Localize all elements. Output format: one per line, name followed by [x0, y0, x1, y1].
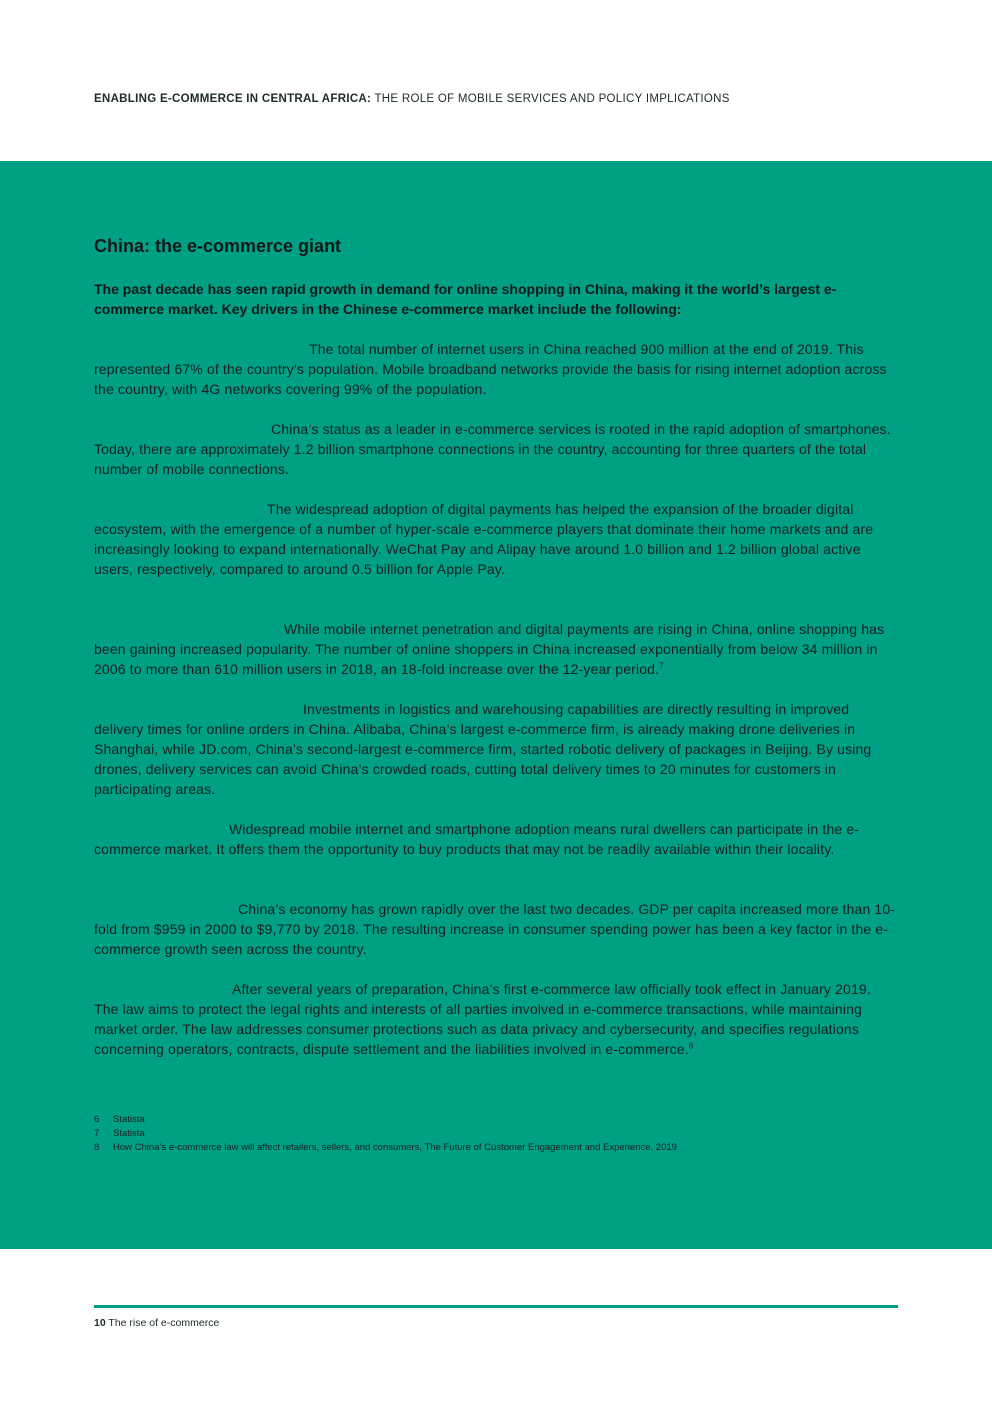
section-title: China: the e-commerce giant — [94, 236, 342, 256]
page-number: 10 — [94, 1317, 106, 1329]
paragraph-keyword: Rapid growth in internet users. — [94, 341, 305, 357]
footnote — [94, 1127, 898, 1141]
footnotes — [94, 1113, 898, 1155]
header-title-bold: ENABLING E-COMMERCE IN CENTRAL AFRICA: — [94, 93, 372, 105]
paragraph-text: China’s economy has grown rapidly over the last two decades. GDP per capita increased more than 10-fold from $959 in 2000 to $9,770 by 2018. The resulting increase in consumer spending power has been a key factor in the e-commerce growth seen across the country. — [94, 901, 896, 957]
paragraph-logistics — [94, 699, 898, 799]
paragraph-online-shoppers — [94, 599, 898, 679]
footer-rule — [94, 1305, 898, 1308]
paragraph-text: Investments in logistics and warehousing capabilities are directly resulting in improved delivery times for online orders in China. Alibaba, China’s largest e-commerce firm, is already making drone deliveries in Shanghai, while JD.com, China’s second-largest e-commerce firm, started robotic delivery of packages in Beijing. By using drones, delivery services can avoid China’s crowded roads, cutting total delivery times to 20 minutes for customers in participating areas. — [94, 701, 872, 797]
paragraph-digital-payments — [94, 499, 898, 579]
paragraph-keyword: Smartphone adoption. — [94, 421, 246, 437]
paragraph-keyword: Economic growth. — [94, 901, 218, 917]
footnote-text: Statista — [113, 1114, 145, 1125]
paragraph-keyword: Online shoppers are growing. — [94, 601, 233, 637]
footer-section-name: The rise of e-commerce — [105, 1317, 220, 1329]
paragraph-ecommerce-law — [94, 979, 898, 1059]
paragraph-text: China’s status as a leader in e-commerce services is rooted in the rapid adoption of smartphones. Today, there are approximately 1.2 billion smartphone connections in the country, accounting for three quarters of the total number of mobile connections. — [94, 421, 891, 477]
footnote — [94, 1141, 898, 1155]
footnote-ref: 7 — [659, 661, 664, 671]
footnote — [94, 1113, 898, 1127]
section-lead: The past decade has seen rapid growth in demand for online shopping in China, making it the world’s largest e-commerce market. Key drivers in the Chinese e-commerce market include the following: — [94, 281, 837, 317]
footnote-number: 7 — [94, 1128, 100, 1139]
paragraph-text: The widespread adoption of digital payments has helped the expansion of the broader digital ecosystem, with the emergence of a number of hyper-scale e-commerce players that dominate their home markets and are increasingly looking to expand internationally. WeChat Pay and Alipay have around 1.0 billion and 1.2 billion global active users, respectively, compared to around 0.5 billion for Apple Pay. — [94, 501, 874, 577]
footnote-ref: 8 — [688, 1041, 694, 1051]
paragraph-keyword: Rural inclusion. — [94, 821, 202, 837]
paragraph-text: After several years of preparation, China’s first e-commerce law officially took effect in January 2019. The law aims to protect the legal rights and interests of all parties involved in e-commerce transactions, while maintaining market order. The law addresses consumer protections such as data privacy and cybersecurity, and specifies regulations concerning operators, contracts, dispute settlement and the liabilities involved in e-commerce. — [94, 981, 871, 1057]
footnote-number: 8 — [94, 1142, 100, 1153]
header-title-rest: THE ROLE OF MOBILE SERVICES AND POLICY IMPLICATIONS — [371, 93, 730, 105]
page-footer — [94, 1317, 219, 1329]
paragraph-text: The total number of internet users in China reached 900 million at the end of 2019. This represented 67% of the country’s population. Mobile broadband networks provide the basis for rising internet adoption across the country, with 4G networks covering 99% of the population. — [94, 341, 887, 397]
paragraph-smartphones — [94, 419, 898, 479]
paragraph-text: While mobile internet penetration and digital payments are rising in China, online shopping has been gaining increased popularity. The number of online shoppers in China increased exponentially from below 34 million in 2006 to more than 610 million users in 2018, an 18-fold increase over the 12-year period. — [94, 621, 885, 677]
paragraph-internet-users — [94, 339, 898, 399]
footnote-text: Statista — [113, 1128, 145, 1139]
paragraph-text: Widespread mobile internet and smartphone adoption means rural dwellers can participate in the e-commerce market. It offers them the opportunity to buy products that may not be readily available within their locality. — [94, 821, 860, 857]
paragraph-keyword: Digital payments growth. — [94, 501, 265, 517]
paragraph-economic-growth — [94, 899, 898, 959]
paragraph-keyword: Logistics and warehousing. — [94, 701, 283, 717]
paragraph-keyword: E-commerce law. — [94, 981, 211, 997]
paragraph-rural — [94, 819, 898, 859]
footnote-number: 6 — [94, 1114, 100, 1125]
running-header — [94, 93, 730, 105]
footnote-text: How China’s e-commerce law will affect retailers, sellers, and consumers, The Future of Customer Engagement and Experience, 2019 — [113, 1142, 677, 1153]
